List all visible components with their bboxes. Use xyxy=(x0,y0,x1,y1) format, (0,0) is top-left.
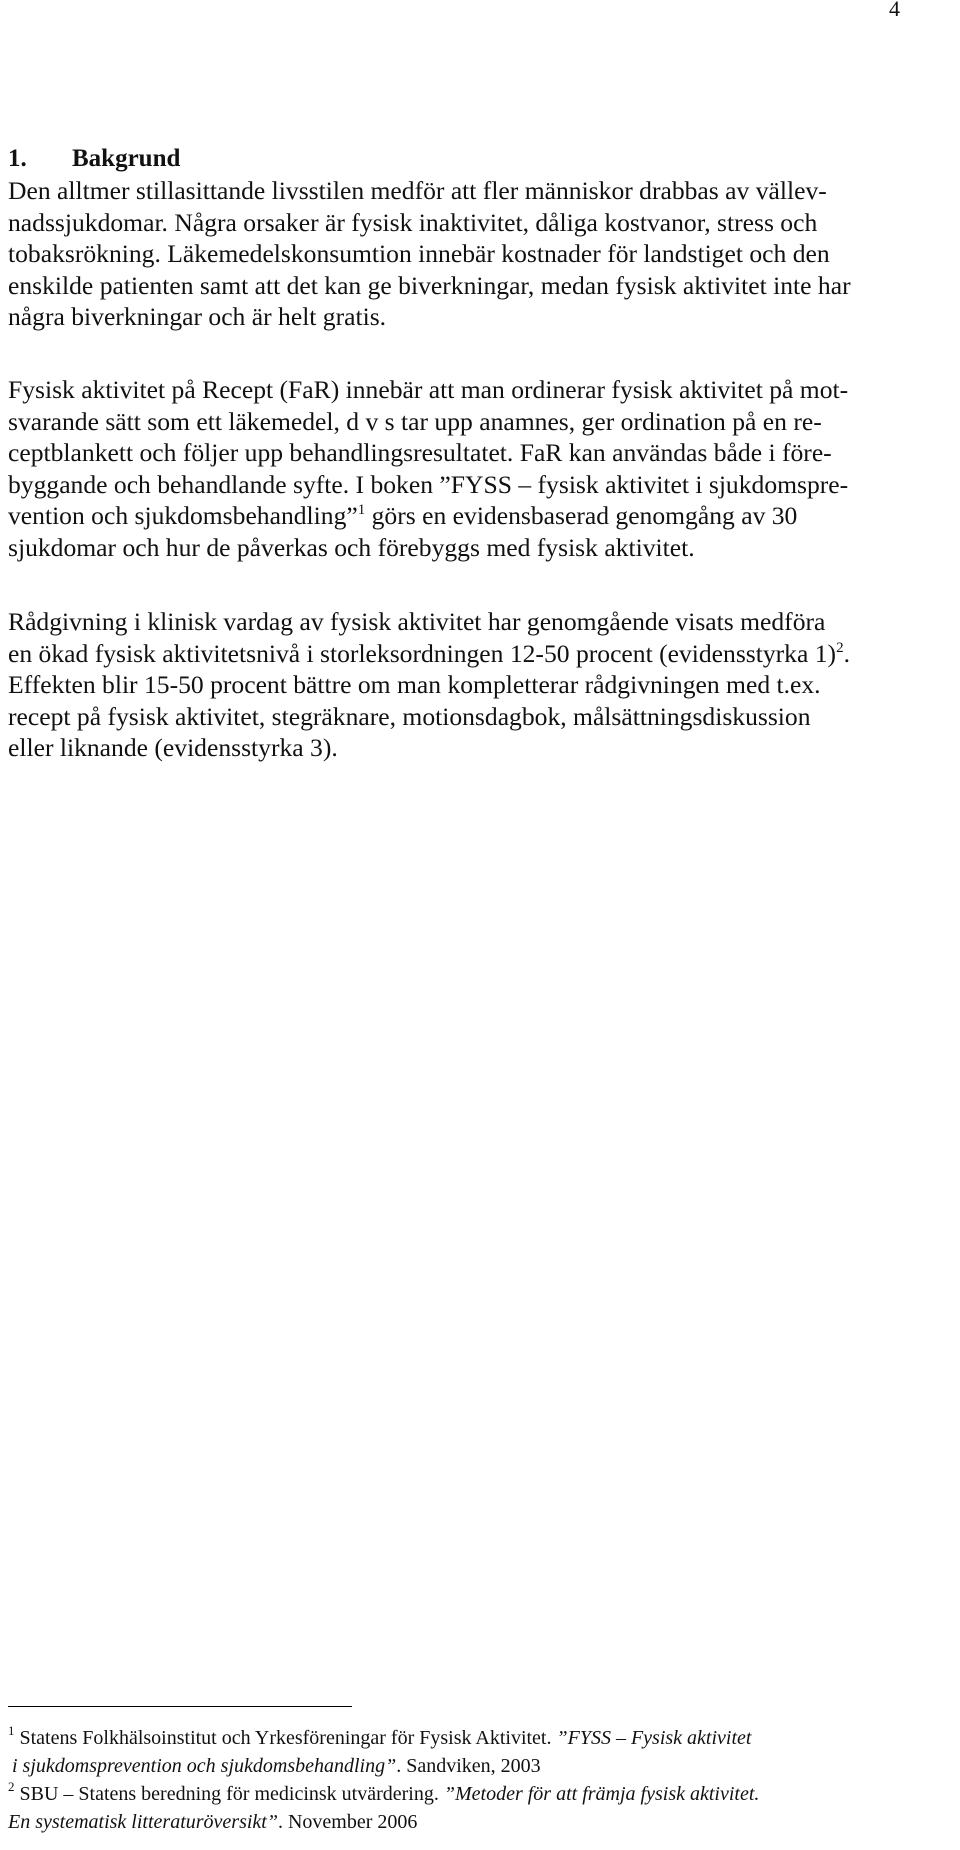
text-line: svarande sätt som ett läkemedel, d v s tar upp anamnes, ger ordination på en re- xyxy=(8,406,822,436)
footnote-separator xyxy=(8,1706,352,1707)
footnote-text: . Sandviken, 2003 xyxy=(396,1755,541,1777)
text-segment: görs en evidensbaserad genomgång av 30 xyxy=(365,501,798,531)
paragraph-background-intro xyxy=(8,175,908,333)
paragraph-far-description xyxy=(8,374,908,564)
footnote-ref-2[interactable]: 2 xyxy=(836,639,844,656)
footnote-title: En systematisk litteraturöversikt” xyxy=(8,1811,278,1833)
paragraph-counselling-effect xyxy=(8,606,908,764)
footnote-title: i sjukdomsprevention och sjukdomsbehandling” xyxy=(12,1755,397,1777)
text-line: byggande och behandlande syfte. I boken ”FYSS – fysisk aktivitet i sjukdomspre- xyxy=(8,469,849,499)
text-segment: . xyxy=(843,638,850,668)
footnote-text: Statens Folkhälsoinstitut och Yrkesföreningar för Fysisk Aktivitet. xyxy=(19,1727,557,1749)
text-line: tobaksrökning. Läkemedelskonsumtion innebär kostnader för landstiget och den xyxy=(8,239,830,269)
footnote-marker-2: 2 xyxy=(8,1779,15,1794)
footnote-2-line xyxy=(8,1808,938,1836)
section-number: 1. xyxy=(8,145,27,172)
text-segment: en ökad fysisk aktivitetsnivå i storleksordningen 12-50 procent (evidensstyrka 1) xyxy=(8,638,837,668)
text-line: Fysisk aktivitet på Recept (FaR) innebär att man ordinerar fysisk aktivitet på mot- xyxy=(8,375,849,404)
footnotes xyxy=(8,1724,938,1836)
text-segment: vention och sjukdomsbehandling” xyxy=(8,501,358,531)
text-line: Rådgivning i klinisk vardag av fysisk aktivitet har genomgående visats medföra xyxy=(8,607,826,636)
text-line: nadssjukdomar. Några orsaker är fysisk inaktivitet, dåliga kostvanor, stress och xyxy=(8,207,818,237)
footnote-title: ”Metoder för att främja fysisk aktivitet. xyxy=(443,1783,760,1805)
section-heading xyxy=(8,144,180,174)
footnote-1-line xyxy=(8,1752,938,1780)
footnote-1-line xyxy=(8,1724,938,1752)
footnote-2-line xyxy=(8,1780,938,1808)
text-line: Effekten blir 15-50 procent bättre om man kompletterar rådgivningen med t.ex. xyxy=(8,670,821,700)
text-line: sjukdomar och hur de påverkas och förebyggs med fysisk aktivitet. xyxy=(8,532,695,562)
footnote-title: ”FYSS – Fysisk aktivitet xyxy=(556,1727,752,1749)
text-line: Den alltmer stillasittande livsstilen medför att fler människor drabbas av vällev- xyxy=(8,176,827,205)
page-number: 4 xyxy=(889,0,900,21)
footnote-ref-1[interactable]: 1 xyxy=(357,502,366,519)
text-line: enskilde patienten samt att det kan ge biverkningar, medan fysisk aktivitet inte har xyxy=(8,270,851,300)
footnote-marker-1: 1 xyxy=(8,1723,15,1738)
footnote-text: SBU – Statens beredning för medicinsk utvärdering. xyxy=(19,1783,444,1805)
text-line xyxy=(8,638,908,670)
text-line xyxy=(8,500,908,532)
text-line: ceptblankett och följer upp behandlingsresultatet. FaR kan användas både i före- xyxy=(8,438,832,468)
text-line: eller liknande (evidensstyrka 3). xyxy=(8,733,338,763)
text-line: recept på fysisk aktivitet, stegräknare, motionsdagbok, målsättningsdiskussion xyxy=(8,701,811,731)
section-title: Bakgrund xyxy=(72,145,181,172)
text-line: några biverkningar och är helt gratis. xyxy=(8,302,387,332)
footnote-text: . November 2006 xyxy=(277,1811,418,1833)
